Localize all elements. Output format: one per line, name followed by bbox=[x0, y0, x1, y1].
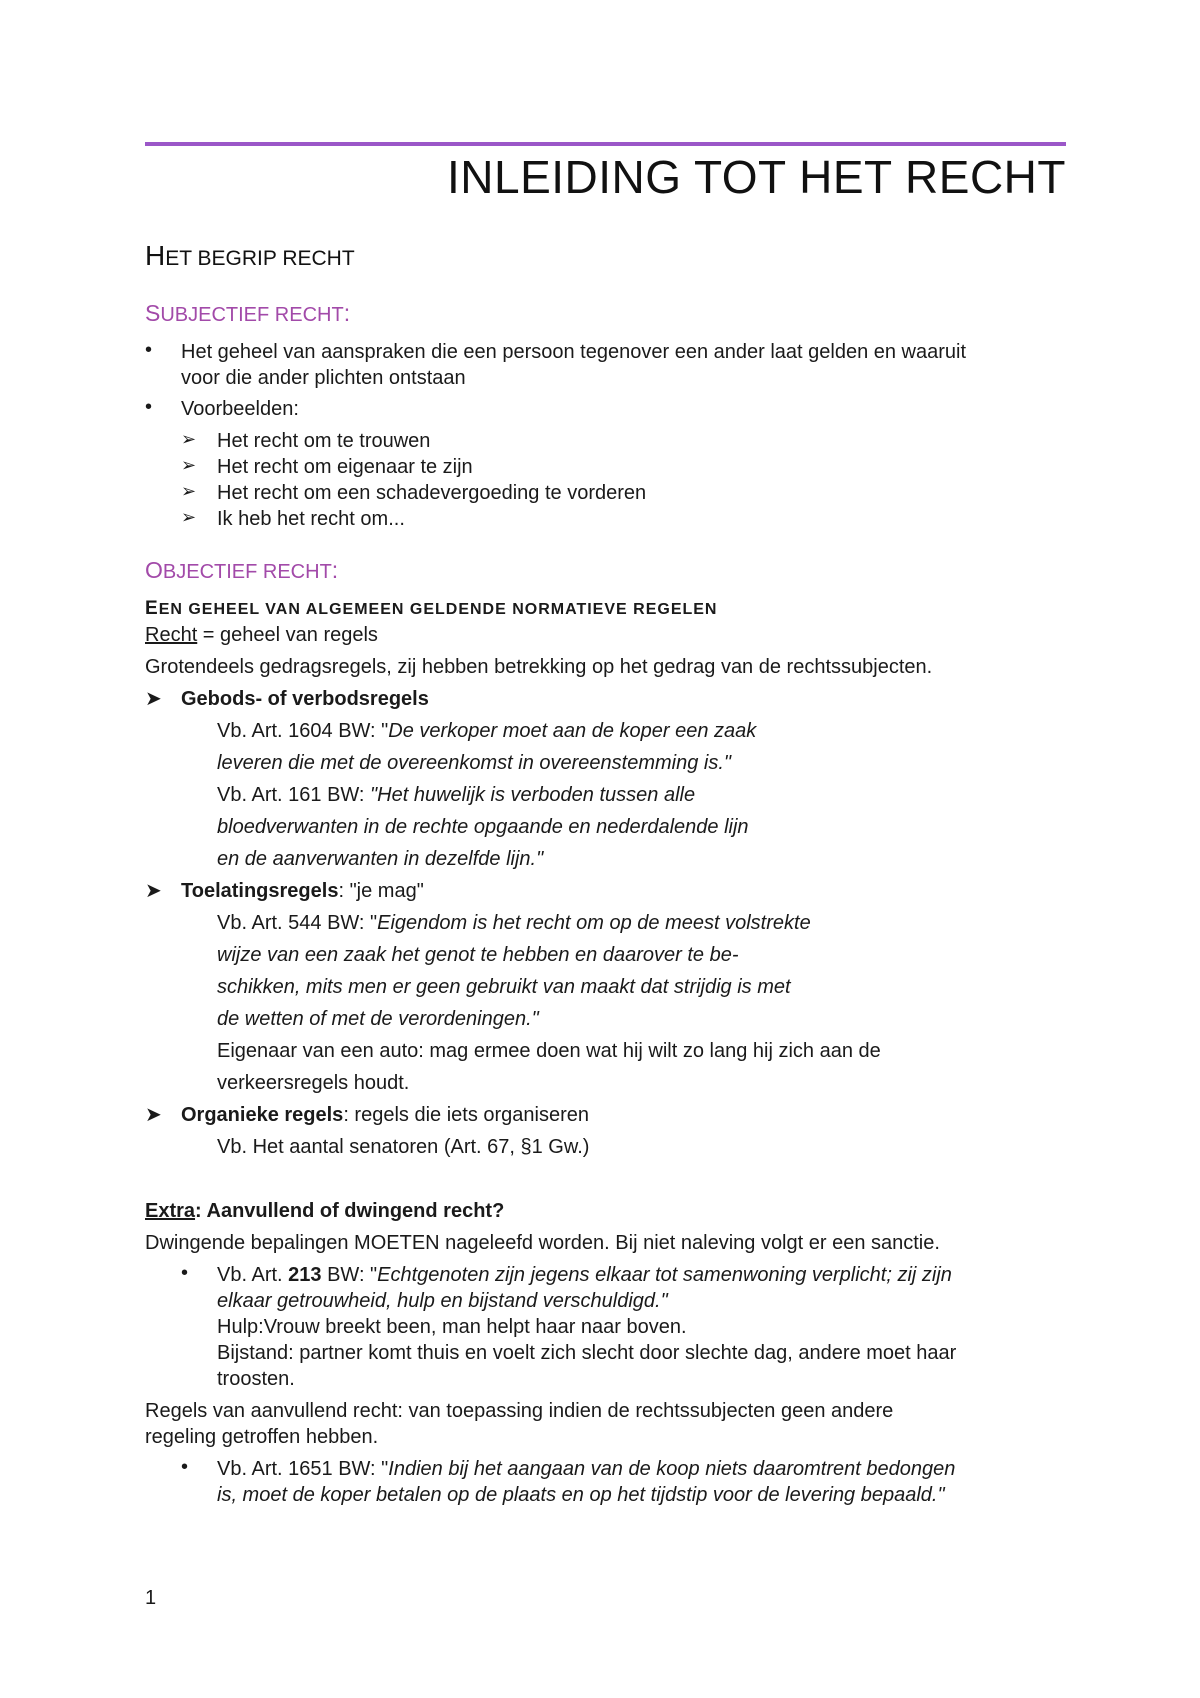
example-quote: Eigendom is het recht om op de meest volstrekte bbox=[377, 912, 811, 934]
heading-cap: H bbox=[145, 240, 166, 271]
arrow-bullet-icon: ➢ bbox=[181, 429, 197, 449]
example-item: Ik heb het recht om... bbox=[217, 508, 405, 530]
document-page bbox=[145, 0, 1066, 1698]
heading-rest: BJECTIEF RECHT bbox=[162, 561, 332, 583]
arrow-bullet-icon: ➢ bbox=[181, 455, 197, 475]
example-quote: De verkoper moet aan de koper een zaak bbox=[388, 720, 757, 742]
section-heading-begrip-recht bbox=[145, 240, 355, 272]
toelatings-desc: : "je mag" bbox=[338, 880, 424, 902]
example-prefix: Vb. Art. 544 BW: " bbox=[217, 912, 378, 934]
subjectief-definition-line1: Het geheel van aanspraken die een persoon tegenover een ander laat gelden en waaruit bbox=[181, 341, 967, 363]
extra-hulp: Hulp:Vrouw breekt been, man helpt haar naar boven. bbox=[217, 1316, 687, 1338]
example-quote: Echtgenoten zijn jegens elkaar tot samenwoning verplicht; zij zijn bbox=[377, 1264, 952, 1286]
toelatings-title bbox=[181, 878, 424, 904]
example-article: 213 bbox=[288, 1264, 322, 1286]
subjectief-definition-line2: voor die ander plichten ontstaan bbox=[181, 367, 466, 389]
arrow-bullet-icon: ➢ bbox=[181, 481, 197, 501]
bullet-dot-icon: • bbox=[181, 1456, 189, 1478]
bullet-dot-icon: • bbox=[145, 339, 153, 361]
recht-definition bbox=[145, 622, 378, 648]
example-prefix: Vb. Art. 161 BW: bbox=[217, 784, 371, 806]
gebods-example2-line3 bbox=[217, 846, 543, 872]
example-item: Het recht om te trouwen bbox=[217, 430, 431, 452]
extra-label: Extra bbox=[145, 1200, 196, 1222]
extra-title: : Aanvullend of dwingend recht? bbox=[195, 1200, 505, 1222]
extra-example1-line2 bbox=[217, 1288, 668, 1314]
example-quote: bloedverwanten in de rechte opgaande en nederdalende lijn bbox=[217, 816, 749, 838]
gebods-example2-line2 bbox=[217, 814, 749, 840]
toelatings-note-line2: verkeersregels houdt. bbox=[217, 1072, 410, 1094]
extra-example2-line1 bbox=[217, 1456, 955, 1482]
example-quote: en de aanverwanten in dezelfde lijn." bbox=[217, 848, 544, 870]
organieke-title-text: Organieke regels bbox=[181, 1104, 344, 1126]
heading-cap: S bbox=[145, 300, 161, 326]
heading-subjectief-recht bbox=[145, 300, 350, 327]
extra-bijstand-line2: troosten. bbox=[217, 1368, 295, 1390]
heading-rest: ET BEGRIP RECHT bbox=[165, 247, 355, 270]
extra-example2-line2 bbox=[217, 1482, 945, 1508]
arrow-bullet-icon: ➤ bbox=[145, 688, 162, 710]
toelatings-example-line3 bbox=[217, 974, 791, 1000]
example-prefix: Vb. Art. bbox=[217, 1264, 289, 1286]
toelatings-example-line1 bbox=[217, 910, 811, 936]
organieke-example: Vb. Het aantal senatoren (Art. 67, §1 Gw.) bbox=[217, 1136, 590, 1158]
extra-heading bbox=[145, 1198, 504, 1224]
toelatings-example-line4 bbox=[217, 1006, 539, 1032]
example-quote: elkaar getrouwheid, hulp en bijstand verschuldigd." bbox=[217, 1290, 668, 1312]
example-quote: "Het huwelijk is verboden tussen alle bbox=[370, 784, 696, 806]
organieke-desc: : regels die iets organiseren bbox=[343, 1104, 590, 1126]
heading-colon: : bbox=[331, 557, 339, 583]
example-prefix: Vb. Art. 1604 BW: " bbox=[217, 720, 389, 742]
heading-rest: UBJECTIEF RECHT bbox=[160, 304, 344, 326]
objectief-intro: Grotendeels gedragsregels, zij hebben betrekking op het gedrag van de rechtssubjecten. bbox=[145, 656, 933, 678]
toelatings-title-text: Toelatingsregels bbox=[181, 880, 339, 902]
subheading-cap: E bbox=[145, 598, 159, 619]
bullet-dot-icon: • bbox=[145, 396, 153, 418]
gebods-title-text: Gebods- of verbodsregels bbox=[181, 688, 429, 710]
example-quote: de wetten of met de verordeningen." bbox=[217, 1008, 539, 1030]
bullet-dot-icon: • bbox=[181, 1262, 189, 1284]
example-item: Het recht om eigenaar te zijn bbox=[217, 456, 473, 478]
gebods-title bbox=[181, 686, 429, 712]
example-quote: is, moet de koper betalen op de plaats en op het tijdstip voor de levering bepaald." bbox=[217, 1484, 945, 1506]
gebods-example2-line1 bbox=[217, 782, 695, 808]
recht-def: = geheel van regels bbox=[197, 624, 378, 646]
subheading-rest: EN GEHEEL VAN ALGEMEEN GELDENDE NORMATIEVE REGELEN bbox=[158, 601, 718, 618]
toelatings-example-line2 bbox=[217, 942, 738, 968]
heading-colon: : bbox=[343, 300, 351, 326]
toelatings-note-line1: Eigenaar van een auto: mag ermee doen wat hij wilt zo lang hij zich aan de bbox=[217, 1040, 881, 1062]
example-quote: leveren die met de overeenkomst in overeenstemming is." bbox=[217, 752, 732, 774]
extra-example1-line1 bbox=[217, 1262, 952, 1288]
arrow-bullet-icon: ➢ bbox=[181, 507, 197, 527]
example-quote: schikken, mits men er geen gebruikt van maakt dat strijdig is met bbox=[217, 976, 791, 998]
title-rule bbox=[145, 142, 1066, 146]
heading-objectief-recht bbox=[145, 557, 338, 584]
example-bw: BW: " bbox=[321, 1264, 378, 1286]
extra-dwingend: Dwingende bepalingen MOETEN nageleefd worden. Bij niet naleving volgt er een sanctie. bbox=[145, 1232, 940, 1254]
organieke-title bbox=[181, 1102, 589, 1128]
extra-bijstand-line1: Bijstand: partner komt thuis en voelt zich slecht door slechte dag, andere moet haar bbox=[217, 1342, 957, 1364]
recht-term: Recht bbox=[145, 624, 198, 646]
arrow-bullet-icon: ➤ bbox=[145, 1104, 162, 1126]
example-item: Het recht om een schadevergoeding te vorderen bbox=[217, 482, 647, 504]
gebods-example1-line1 bbox=[217, 718, 756, 744]
example-quote: Indien bij het aangaan van de koop niets daaromtrent bedongen bbox=[388, 1458, 956, 1480]
subheading-normatieve-regelen bbox=[145, 598, 717, 620]
example-prefix: Vb. Art. 1651 BW: " bbox=[217, 1458, 389, 1480]
heading-cap: O bbox=[145, 557, 163, 583]
document-title: INLEIDING TOT HET RECHT bbox=[447, 151, 1066, 203]
extra-aanvullend-line1: Regels van aanvullend recht: van toepassing indien de rechtssubjecten geen andere bbox=[145, 1400, 894, 1422]
gebods-example1-line2 bbox=[217, 750, 731, 776]
arrow-bullet-icon: ➤ bbox=[145, 880, 162, 902]
extra-aanvullend-line2: regeling getroffen hebben. bbox=[145, 1426, 379, 1448]
example-quote: wijze van een zaak het genot te hebben en daarover te be- bbox=[217, 944, 739, 966]
subjectief-examples-label: Voorbeelden: bbox=[181, 398, 299, 420]
page-number: 1 bbox=[145, 1587, 157, 1609]
